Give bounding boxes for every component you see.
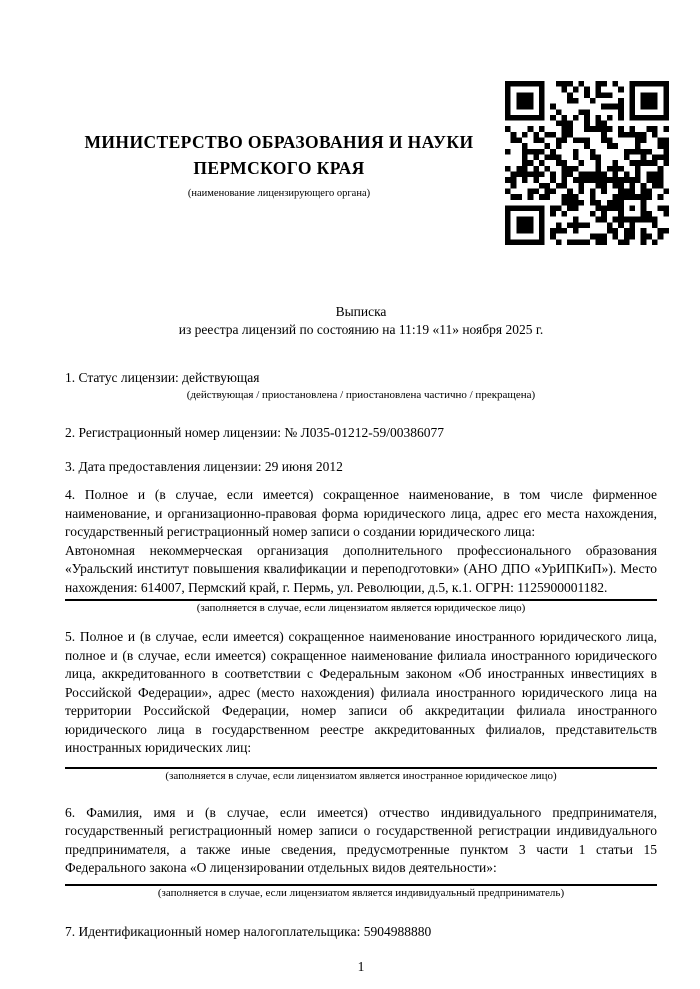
legal-entity-statement: 4. Полное и (в случае, если имеется) сокращенное наименование, в том числе фирменное наименование, и организационно-правовая форма юридического лица, адрес его места нахождения, государственный регистрационный номер записи о создании юридического лица: <box>65 487 657 539</box>
taxpayer-number-text: 7. Идентификационный номер налогоплательщика: 5904988880 <box>65 923 432 939</box>
document-body <box>65 368 657 976</box>
license-status-footnote: (действующая / приостановлена / приостановлена частично / прекращена) <box>186 389 536 401</box>
document-title <box>65 303 657 338</box>
legal-entity-value: Автономная некоммерческая организация дополнительного профессионального образования «Уральский институт повышения квалификации и переподготовки» (АНО ДПО «УрИПКиП»). Место нахождения: 614007, Пермский край, г. Пермь, ул. Революции, д.5, к.1. ОГРН: 1125900001182. <box>65 542 657 595</box>
license-status-text: 1. Статус лицензии: действующая <box>65 370 260 385</box>
grant-date-text: 3. Дата предоставления лицензии: 29 июня 2012 <box>65 459 343 474</box>
registration-number-text: 2. Регистрационный номер лицензии: № Л035-01212-59/00386077 <box>65 425 445 440</box>
item-license-status <box>65 368 657 402</box>
legal-entity-footnote: (заполняется в случае, если лицензиатом является юридическое лицо) <box>196 602 526 614</box>
document-title-line2: из реестра лицензий по состоянию на 11:19 «11» ноября 2025 г. <box>178 321 544 337</box>
entrepreneur-footnote: (заполняется в случае, если лицензиатом является индивидуальный предприниматель) <box>157 886 565 899</box>
issuing-authority-block <box>65 129 493 200</box>
document-title-line1: Выписка <box>335 304 387 319</box>
foreign-entity-statement: 5. Полное и (в случае, если имеется) сокращенное наименование иностранного юридического лица, полное и (в случае, если имеется) сокращенное наименование филиала иностранного юридического лица, аккредитованного в соответствии с Федеральным законом «Об иностранных инвестициях в Российской Федерации», адрес (место нахождения) филиала иностранного юридического лица на территории Российской Федерации, номер записи об аккредитации филиала иностранного юридического лица в государственном реестре аккредитованных филиалов, представительств иностранных юридических лиц: <box>65 629 657 755</box>
qr-code-icon <box>505 81 669 245</box>
ministry-name-line2: ПЕРМСКОГО КРАЯ <box>193 158 365 178</box>
item-legal-entity <box>65 486 657 615</box>
ministry-caption: (наименование лицензирующего органа) <box>187 188 371 199</box>
entrepreneur-statement: 6. Фамилия, имя и (в случае, если имеется) отчество индивидуального предпринимателя, государственный регистрационный номер записи о государственной регистрации индивидуального предпринимателя, а также иные сведения, предусмотренные пунктом 3 части 1 статьи 15 Федерального закона «О лицензировании отдельных видов деятельности»: <box>65 804 657 875</box>
item-foreign-entity <box>65 628 657 783</box>
page-number: 1 <box>357 958 365 974</box>
item-entrepreneur <box>65 804 657 900</box>
ministry-name-line1: МИНИСТЕРСТВО ОБРАЗОВАНИЯ И НАУКИ <box>84 132 474 152</box>
foreign-entity-footnote: (заполняется в случае, если лицензиатом является иностранное юридическое лицо) <box>165 769 557 782</box>
